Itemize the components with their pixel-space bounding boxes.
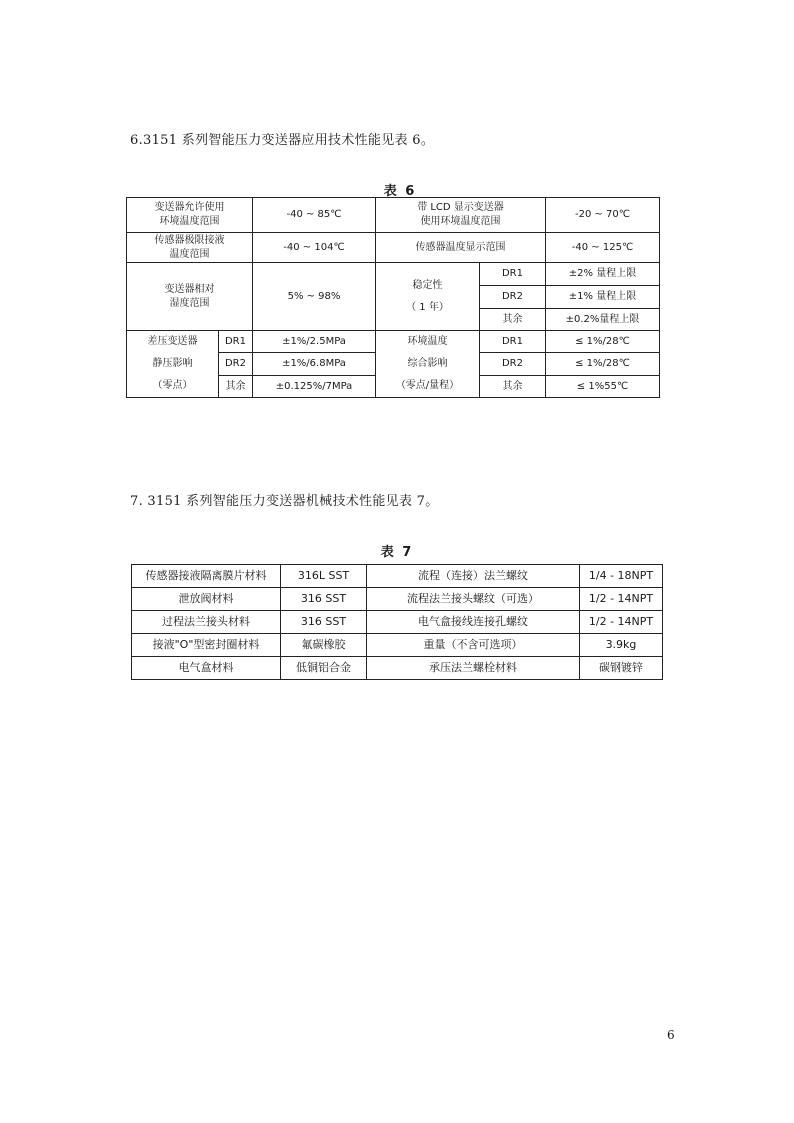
cell-text: 综合影响 [407, 358, 448, 369]
cell-text: 差压变送器 [147, 336, 198, 347]
cell: 316L SST [281, 565, 367, 588]
section6-heading: 6.3151 系列智能压力变送器应用技术性能见表 6。 [130, 133, 435, 148]
cell: 5% ~ 98% [253, 263, 376, 331]
cell: 电气盒材料 [132, 657, 281, 680]
cell: 低铜铝合金 [281, 657, 367, 680]
cell: 其余 [480, 309, 546, 331]
cell: 过程法兰接头材料 [132, 611, 281, 634]
cell-text: 温度范围 [169, 248, 210, 260]
cell: -40 ~ 104℃ [253, 233, 376, 263]
cell [127, 263, 253, 331]
table6-caption: 表 6 [383, 184, 417, 199]
cell: 流程法兰接头螺纹（可选） [367, 588, 580, 611]
table-row [127, 233, 660, 263]
cell: ±0.125%/7MPa [253, 376, 376, 398]
cell: 其余 [480, 376, 546, 398]
cell-text: 环境温度 [407, 336, 448, 347]
cell: ≤ 1%/28℃ [546, 353, 660, 376]
cell-text: 带 LCD 显示变送器 [417, 202, 504, 213]
cell: 重量（不含可选项） [367, 634, 580, 657]
cell-text: 变送器允许使用 [154, 202, 225, 213]
cell: DR2 [480, 286, 546, 309]
cell: 接液"O"型密封圈材料 [132, 634, 281, 657]
table-6 [126, 197, 660, 398]
cell-text: （零点/量程） [395, 380, 460, 391]
cell-text: （ 1 年） [406, 301, 449, 313]
table-row [127, 263, 660, 286]
cell: 1/2 - 14NPT [580, 611, 663, 634]
cell-text: 变送器相对 [164, 283, 215, 295]
cell: 传感器温度显示范围 [376, 233, 546, 263]
cell-text: 湿度范围 [169, 297, 210, 309]
cell: 3.9kg [580, 634, 663, 657]
cell: 氟碳橡胶 [281, 634, 367, 657]
table-row [127, 198, 660, 233]
cell [127, 198, 253, 233]
cell: 流程（连接）法兰螺纹 [367, 565, 580, 588]
table-row [132, 611, 663, 634]
cell: 碳钢镀锌 [580, 657, 663, 680]
cell: ±1%/6.8MPa [253, 353, 376, 376]
cell: DR2 [480, 353, 546, 376]
cell: 泄放阀材料 [132, 588, 281, 611]
table-7 [131, 564, 663, 680]
cell: 316 SST [281, 611, 367, 634]
cell: DR1 [219, 331, 253, 353]
cell: -40 ~ 125℃ [546, 233, 660, 263]
cell [376, 198, 546, 233]
cell-text: 静压影响 [152, 358, 193, 369]
cell: 电气盒接线连接孔螺纹 [367, 611, 580, 634]
cell [127, 233, 253, 263]
cell: DR1 [480, 331, 546, 353]
cell: 316 SST [281, 588, 367, 611]
table-row [132, 634, 663, 657]
table7-caption: 表 7 [380, 545, 414, 560]
cell: ±2% 量程上限 [546, 263, 660, 286]
section7-heading: 7. 3151 系列智能压力变送器机械技术性能见表 7。 [130, 494, 439, 509]
cell-text: 使用环境温度范围 [420, 216, 501, 227]
cell-text: （零点） [152, 380, 193, 391]
table-row [132, 588, 663, 611]
cell-text: 传感器极限接液 [154, 234, 225, 246]
cell: DR1 [480, 263, 546, 286]
cell: 承压法兰螺栓材料 [367, 657, 580, 680]
cell: -20 ~ 70℃ [546, 198, 660, 233]
cell [376, 263, 480, 331]
page-number: 6 [667, 1028, 675, 1042]
cell: 1/4 - 18NPT [580, 565, 663, 588]
cell [127, 331, 219, 398]
table-row [132, 565, 663, 588]
cell-text: 稳定性 [412, 279, 443, 291]
cell: DR2 [219, 353, 253, 376]
table-row [127, 331, 660, 353]
cell: ≤ 1%55℃ [546, 376, 660, 398]
cell: 1/2 - 14NPT [580, 588, 663, 611]
cell: ±1% 量程上限 [546, 286, 660, 309]
cell: 其余 [219, 376, 253, 398]
cell: ±1%/2.5MPa [253, 331, 376, 353]
cell: ±0.2%量程上限 [546, 309, 660, 331]
cell: 传感器接液隔离膜片材料 [132, 565, 281, 588]
cell: ≤ 1%/28℃ [546, 331, 660, 353]
cell-text: 环境温度范围 [159, 216, 220, 227]
cell: -40 ~ 85℃ [253, 198, 376, 233]
cell [376, 331, 480, 398]
table-row [132, 657, 663, 680]
